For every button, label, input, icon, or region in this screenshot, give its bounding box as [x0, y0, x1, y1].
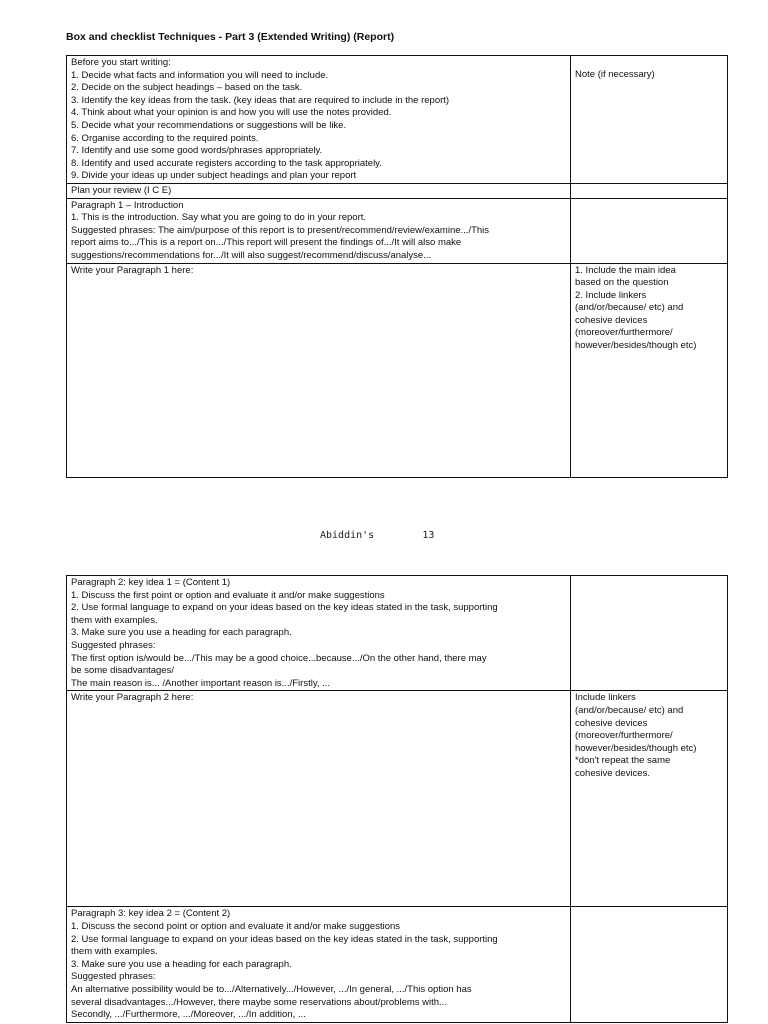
tip-line: (and/or/because/ etc) and [575, 704, 684, 716]
paragraph-2-line: them with examples. [71, 614, 158, 626]
paragraph-2-cell [67, 576, 571, 691]
tip-line: cohesive devices [575, 717, 648, 729]
suggested-phrases-line: suggestions/recommendations for.../It will also suggest/recommend/discuss/analyse... [71, 249, 432, 261]
checklist-item: 4. Think about what your opinion is and how you will use the notes provided. [71, 107, 392, 119]
checklist-item: 6. Organise according to the required points. [71, 132, 259, 144]
paragraph-1-instruction: 1. This is the introduction. Say what you are going to do in your report. [71, 212, 367, 224]
paragraph-1-cell [67, 198, 571, 263]
paragraph-3-line: 1. Discuss the second point or option and evaluate it and/or make suggestions [71, 920, 401, 932]
paragraph-3-line: An alternative possibility would be to.../Alternatively.../However, .../In general, .../This option has [71, 983, 472, 995]
page-footer [320, 530, 434, 541]
note-cell [571, 56, 728, 184]
tip-line: (and/or/because/ etc) and [575, 302, 684, 314]
write-paragraph-2-area[interactable] [67, 691, 571, 907]
checklist-table-2 [66, 575, 728, 1023]
checklist-table-1 [66, 55, 728, 478]
tip-line: cohesive devices [575, 314, 648, 326]
paragraph-2-note-cell[interactable] [571, 576, 728, 691]
plan-cell [67, 183, 571, 198]
tip-line: *don't repeat the same [575, 755, 671, 767]
before-writing-row [67, 56, 728, 184]
footer-name: Abiddin's [320, 530, 375, 541]
plan-label: Plan your review (I C E) [71, 184, 172, 196]
tip-line: based on the question [575, 277, 669, 289]
write-paragraph-1-area[interactable] [67, 263, 571, 477]
plan-row [67, 183, 728, 198]
before-writing-cell [67, 56, 571, 184]
note-label: Note (if necessary) [575, 69, 655, 80]
paragraph-2-line: 3. Make sure you use a heading for each paragraph. [71, 627, 292, 639]
paragraph-1-note-cell[interactable] [571, 198, 728, 263]
checklist-item: 1. Decide what facts and information you will need to include. [71, 69, 329, 81]
page-number: 13 [422, 530, 435, 541]
paragraph-3-line: 3. Make sure you use a heading for each paragraph. [71, 958, 292, 970]
write-paragraph-1-row [67, 263, 728, 477]
tip-line: however/besides/though etc) [575, 742, 697, 754]
paragraph-1-tips-cell [571, 263, 728, 477]
tip-line: 1. Include the main idea [575, 264, 676, 276]
paragraph-3-line: Paragraph 3: key idea 2 = (Content 2) [71, 908, 231, 920]
tip-line: (moreover/furthermore/ [575, 730, 673, 742]
write-paragraph-2-label: Write your Paragraph 2 here: [71, 692, 194, 704]
paragraph-2-tips-cell [571, 691, 728, 907]
paragraph-3-cell [67, 907, 571, 1023]
paragraph-2-line: Paragraph 2: key idea 1 = (Content 1) [71, 577, 231, 588]
paragraph-3-line: them with examples. [71, 946, 158, 958]
paragraph-3-line: several disadvantages.../However, there maybe some reservations about/problems with... [71, 996, 447, 1008]
paragraph-2-line: Suggested phrases: [71, 639, 156, 651]
paragraph-2-line: 2. Use formal language to expand on your ideas based on the key ideas stated in the task, supporting [71, 602, 498, 614]
checklist-item: 5. Decide what your recommendations or suggestions will be like. [71, 119, 347, 131]
checklist-item: 7. Identify and use some good words/phrases appropriately. [71, 145, 323, 157]
paragraph-1-row [67, 198, 728, 263]
paragraph-2-line: be some disadvantages/ [71, 665, 174, 677]
paragraph-2-row [67, 576, 728, 691]
paragraph-3-line: Suggested phrases: [71, 971, 156, 983]
paragraph-2-line: The first option is/would be.../This may be a good choice...because.../On the other hand, there may [71, 652, 487, 664]
write-paragraph-2-row [67, 691, 728, 907]
checklist-item: 2. Decide on the subject headings – based on the task. [71, 82, 303, 94]
paragraph-2-line: 1. Discuss the first point or option and evaluate it and/or make suggestions [71, 589, 385, 601]
document-title: Box and checklist Techniques - Part 3 (Extended Writing) (Report) [66, 31, 395, 43]
paragraph-3-row [67, 907, 728, 1023]
tip-line: (moreover/furthermore/ [575, 327, 673, 339]
tip-line: Include linkers [575, 692, 636, 704]
checklist-item: 9. Divide your ideas up under subject headings and plan your report [71, 170, 357, 182]
paragraph-3-line: Secondly, .../Furthermore, .../Moreover, .../In addition, ... [71, 1009, 306, 1021]
tip-line: 2. Include linkers [575, 289, 647, 301]
tip-line: cohesive devices. [575, 767, 650, 779]
paragraph-1-heading: Paragraph 1 – Introduction [71, 199, 184, 211]
checklist-item: 8. Identify and used accurate registers according to the task appropriately. [71, 157, 382, 169]
plan-note-cell[interactable] [571, 183, 728, 198]
write-paragraph-1-label: Write your Paragraph 1 here: [71, 264, 194, 276]
paragraph-2-line: The main reason is... /Another important reason is.../Firstly, ... [71, 677, 331, 689]
before-writing-heading: Before you start writing: [71, 57, 171, 68]
suggested-phrases-line: report aims to.../This is a report on.../This report will present the findings of.../It will also make [71, 237, 462, 249]
checklist-item: 3. Identify the key ideas from the task. (key ideas that are required to include in the report) [71, 94, 450, 106]
paragraph-3-note-cell[interactable] [571, 907, 728, 1023]
tip-line: however/besides/though etc) [575, 340, 697, 352]
suggested-phrases-line: Suggested phrases: The aim/purpose of this report is to present/recommend/review/examine.../This [71, 224, 490, 236]
paragraph-3-line: 2. Use formal language to expand on your ideas based on the key ideas stated in the task, supporting [71, 933, 498, 945]
